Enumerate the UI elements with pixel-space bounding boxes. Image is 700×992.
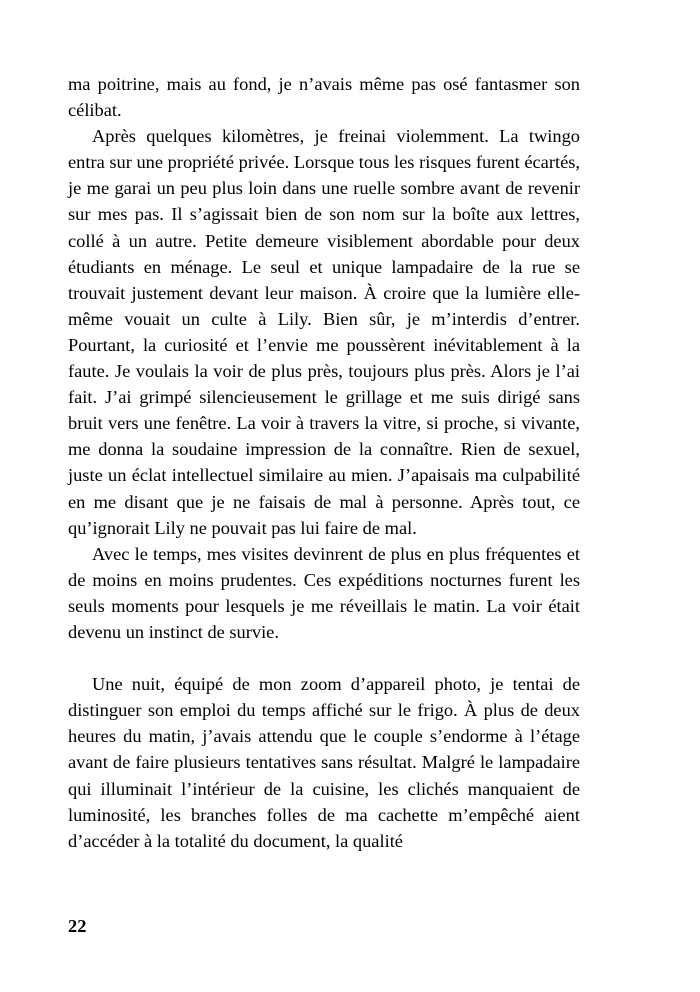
paragraph-2: Après quelques kilomètres, je freinai violemment. La twingo entra sur une propriété privée. Lorsque tous les risques furent écartés, je me garai un peu plus loin dans une ruelle sombre avant de revenir sur mes pas. Il s’agissait bien de son nom sur la boîte aux lettres, collé à un autre. Petite demeure visiblement abordable pour deux étudiants en ménage. Le seul et unique lampadaire de la rue se trouvait justement devant leur maison. À croire que la lumière elle-même vouait un culte à Lily. Bien sûr, je m’interdis d’entrer. Pourtant, la curiosité et l’envie me poussèrent inévitablement à la faute. Je voulais la voir de plus près, toujours plus près. Alors je l’ai fait. J’ai grimpé silencieusement le grillage et me suis dirigé sans bruit vers une fenêtre. La voir à travers la vitre, si proche, si vivante, me donna la soudaine impression de la connaître. Rien de sexuel, juste un éclat intellectuel similaire au mien. J’apaisais ma culpabilité en me disant que je ne faisais de mal à personne. Après tout, ce qu’ignorait Lily ne pouvait pas lui faire de mal. bbox=[68, 126, 580, 538]
paragraph-3: Avec le temps, mes visites devinrent de plus en plus fréquentes et de moins en moins prudentes. Ces expéditions nocturnes furent les seuls moments pour lesquels je me réveillais le matin. La voir était devenu un instinct de survie. bbox=[68, 543, 580, 642]
paragraph-1: ma poitrine, mais au fond, je n’avais même pas osé fantasmer son célibat. bbox=[68, 74, 580, 121]
paragraph-4: Une nuit, équipé de mon zoom d’appareil photo, je tentai de distinguer son emploi du temps affiché sur le frigo. À plus de deux heures du matin, j’avais attendu que le couple s’endorme à l’étage avant de faire plusieurs tentatives sans résultat. Malgré le lampadaire qui illuminait l’intérieur de la cuisine, les clichés manquaient de luminosité, les branches folles de ma cachette m’empêché aient d’accéder à la totalité du document, la qualité bbox=[68, 674, 580, 851]
page-number: 22 bbox=[68, 916, 87, 936]
body-text-column bbox=[68, 71, 580, 854]
